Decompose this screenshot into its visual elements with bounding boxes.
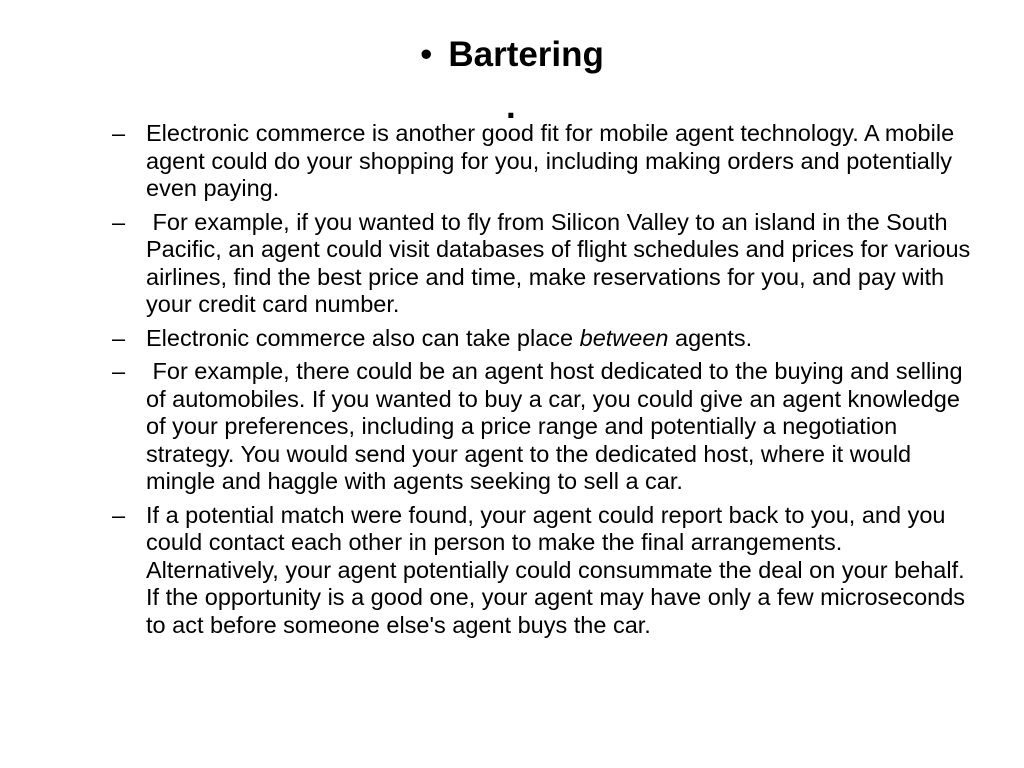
text-after-emphasis: agents.	[668, 324, 753, 351]
list-item-text	[146, 325, 752, 351]
slide-title	[0, 34, 1024, 76]
list-item	[112, 502, 972, 640]
list-item-text: Electronic commerce is another good fit for mobile agent technology. A mobile agent could do your shopping for you, including making orders and potentially even paying.	[146, 120, 955, 201]
list-item	[112, 208, 977, 319]
text-before-emphasis: Electronic commerce also can take place	[146, 324, 580, 351]
list-item	[112, 120, 972, 203]
dash-marker: –	[112, 208, 126, 235]
bullet-list	[112, 120, 977, 645]
dash-marker: –	[112, 501, 126, 528]
list-item	[112, 325, 972, 353]
list-item	[112, 358, 972, 496]
emphasis-between: between	[579, 324, 669, 351]
list-item-text: If a potential match were found, your agent could report back to you, and you could contact each other in person to make the final arrangements. Alternatively, your agent potentially could consummate the deal on your behalf. If the opportunity is a good one, your agent may have only a few microseconds to act before someone else's agent buys the car.	[146, 501, 966, 638]
dash-marker: –	[112, 358, 126, 384]
list-item-text: For example, if you wanted to fly from Silicon Valley to an island in the South Pacific, an agent could visit databases of flight schedules and prices for various airlines, find the best price and time, make reservations for you, and pay with your credit card number.	[146, 208, 977, 317]
list-item-text: For example, there could be an agent host dedicated to the buying and selling of automobiles. If you wanted to buy a car, you could give an agent knowledge of your preferences, including a price range and potentially a negotiation strategy. You would send your agent to the dedicated host, where it would mingle and haggle with agents seeking to sell a car.	[146, 358, 970, 494]
dash-marker: –	[112, 324, 126, 351]
dash-marker: –	[112, 120, 126, 146]
title-bullet: •	[420, 35, 433, 74]
title-trailing-dot: .	[506, 87, 516, 126]
title-text: Bartering	[448, 35, 604, 74]
